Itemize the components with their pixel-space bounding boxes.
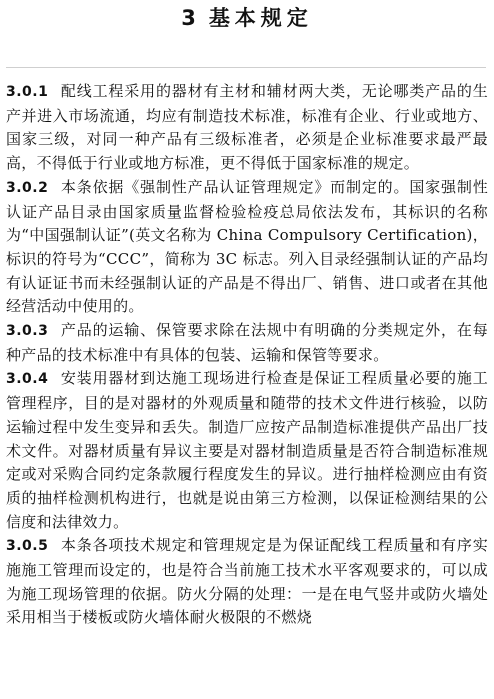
clause-3-0-2 xyxy=(6,176,488,319)
chapter-title-text: 基本规定 xyxy=(208,6,313,30)
clause-text: 本条各项技术规定和管理规定是为保证配线工程质量和有序实施施工管理而设定的，也是符合当前施工技术水平客观要求的，可以成为施工现场管理的依据。防火分隔的处理：一是在电气竖井或防火墙处采用相当于楼板或防火墙体耐火极限的不燃烧 xyxy=(6,536,488,627)
clause-number: 3.0.3 xyxy=(6,323,49,340)
clause-number: 3.0.4 xyxy=(6,371,49,388)
clause-text: 配线工程采用的器材有主材和辅材两大类，无论哪类产品的生产并进入市场流通，均应有制造技术标准，标准有企业、行业或地方、国家三级，对同一种产品有三级标准者，必须是企业标准要求最严最高，不得低于行业或地方标准，更不得低于国家标准的规定。 xyxy=(6,82,488,173)
clause-list xyxy=(6,80,488,630)
clause-number: 3.0.2 xyxy=(6,179,49,196)
heading-divider xyxy=(6,67,486,68)
chapter-number: 3 xyxy=(181,6,201,30)
chapter-heading xyxy=(0,4,494,32)
clause-text: 本条依据《强制性产品认证管理规定》而制定的。国家强制性认证产品目录由国家质量监督检验检疫总局依法发布，其标识的名称为“中国强制认证”(英文名称为 China Compulsory Certification)，标识的符号为“CCC”，简称为 3C 标志。列入目录经强制认证的产品均有认证证书而未经强制认证的产品是不得出厂、销售、进口或者在其他经营活动中使用的。 xyxy=(6,177,489,316)
clause-text: 安装用器材到达施工现场进行检查是保证工程质量必要的施工管理程序，目的是对器材的外观质量和随带的技术文件进行核验，以防运输过程中发生变异和丢失。制造厂应按产品制造标准提供产品出厂技术文件。对器材质量有异议主要是对器材制造质量是否符合制造标准规定或对采购合同约定条款履行程度发生的异议。进行抽样检测应由有资质的抽样检测机构进行，也就是说由第三方检测，以保证检测结果的公信度和法律效力。 xyxy=(6,369,488,531)
clause-number: 3.0.5 xyxy=(6,538,49,555)
clause-3-0-4 xyxy=(6,367,488,534)
clause-3-0-1 xyxy=(6,80,488,176)
clause-number: 3.0.1 xyxy=(6,84,49,100)
clause-3-0-5 xyxy=(6,534,488,630)
clause-text: 产品的运输、保管要求除在法规中有明确的分类规定外，在每种产品的技术标准中有具体的包装、运输和保管等要求。 xyxy=(6,321,488,364)
clause-3-0-3 xyxy=(6,319,488,367)
